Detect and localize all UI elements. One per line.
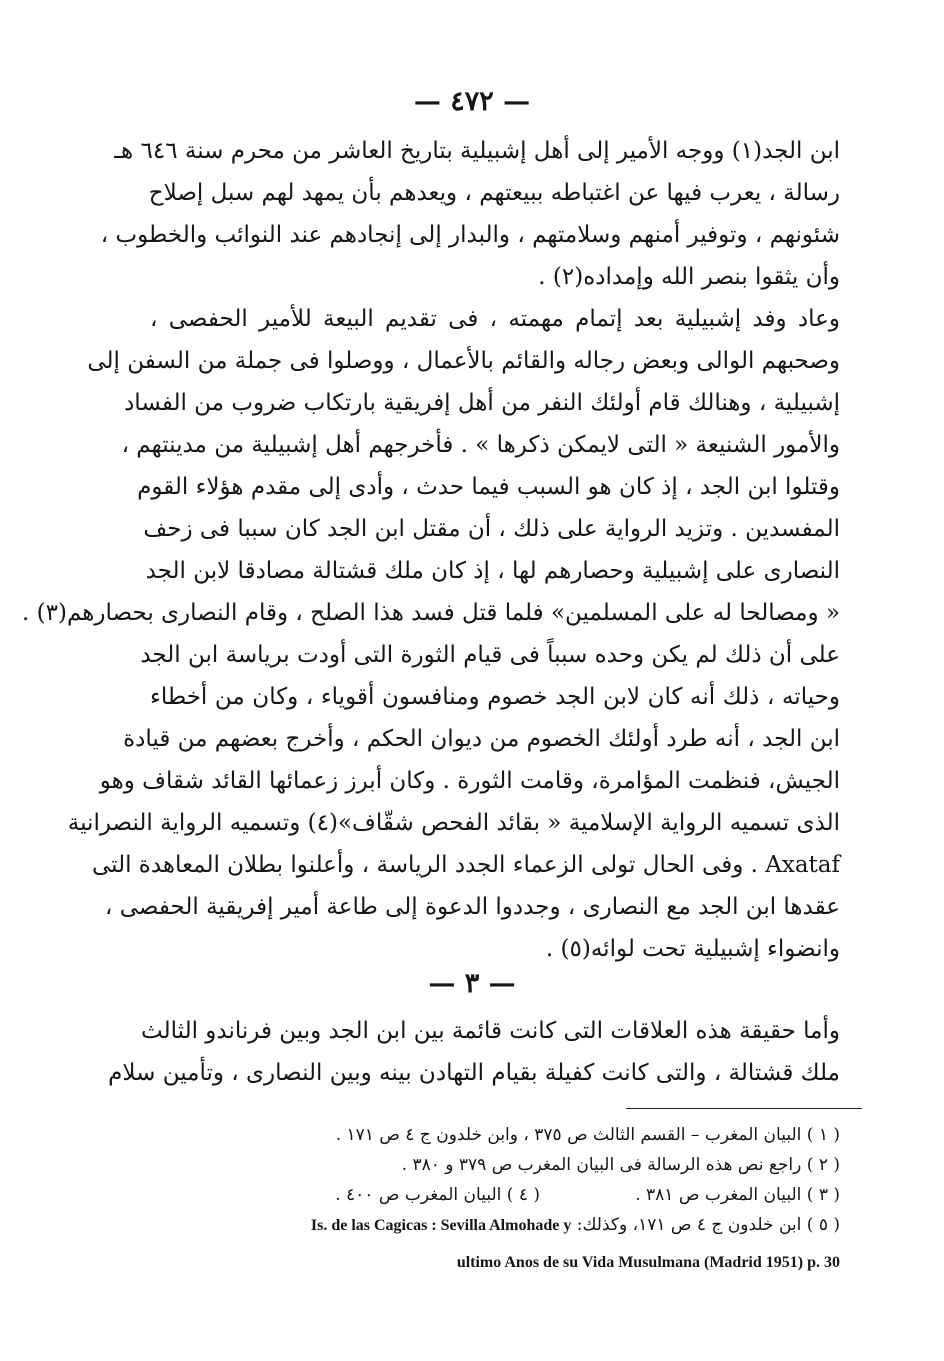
text-line: وأن يثقوا بنصر الله وإمداده(٢) .: [538, 264, 840, 290]
text-line: وانضواء إشبيلية تحت لوائه(٥) .: [545, 936, 840, 962]
section-number: — ٣ —: [428, 968, 516, 999]
paragraph-2: [22, 298, 840, 634]
footnote-divider: [626, 1108, 862, 1109]
text-line: الجيش، فنظمت المؤامرة، وقامت الثورة . وكان أبرز زعمائها القائد شقاف وهو: [99, 768, 840, 794]
footnote-4: ( ٤ ) البيان المغرب ص ٤٠٠ .: [335, 1185, 540, 1205]
paragraph-1: [100, 130, 840, 298]
text-line: وحياته ، ذلك أنه كان لابن الجد خصوم ومنافسون أقوياء ، وكان من أخطاء: [150, 684, 840, 710]
paragraph-3: [67, 634, 840, 970]
text-line: رسالة ، يعرب فيها عن اغتباطه ببيعتهم ، ويعدهم بأن يمهد لهم سبل إصلاح: [148, 180, 840, 206]
footnote-5-arabic: ( ٥ ) ابن خلدون ج ٤ ص ١٧١، وكذلك:: [576, 1215, 840, 1235]
footnote-5-continued: ultimo Anos de su Vida Musulmana (Madrid 1951) p. 30: [456, 1254, 840, 1271]
text-line: على أن ذلك لم يكن وحده سبباً فى قيام الثورة التى أودت برياسة ابن الجد: [140, 642, 840, 668]
text-line: ابن الجد(١) ووجه الأمير إلى أهل إشبيلية بتاريخ العاشر من محرم سنة ٦٤٦ هـ: [114, 138, 840, 164]
footnotes: [150, 1120, 840, 1240]
text-line: وأما حقيقة هذه العلاقات التى كانت قائمة بين ابن الجد وبين فرناندو الثالث: [141, 1018, 840, 1044]
footnote-1: ( ١ ) البيان المغرب – القسم الثالث ص ٣٧٥ ، وابن خلدون ج ٤ ص ١٧١ .: [335, 1125, 840, 1145]
text-line: وصحبهم الوالى وبعض رجاله والقائم بالأعمال ، ووصلوا فى جملة من السفن إلى: [87, 348, 840, 374]
text-line: عقدها ابن الجد مع النصارى ، وجددوا الدعوة إلى طاعة أمير إفريقية الحفصى ،: [105, 894, 840, 920]
footnote-5-latin: Is. de las Cagicas : Sevilla Almohade y: [310, 1217, 572, 1234]
footnote-row: [150, 1180, 840, 1210]
footnote-2: ( ٢ ) راجع نص هذه الرسالة فى البيان المغرب ص ٣٧٩ و ٣٨٠ .: [401, 1155, 840, 1175]
text-line: Axataf . وفى الحال تولى الزعماء الجدد الرياسة ، وأعلنوا بطلان المعاهدة التى: [91, 852, 840, 878]
text-line: الذى تسميه الرواية الإسلامية « بقائد الفحص شقّاف»(٤) وتسميه الرواية النصرانية: [67, 810, 840, 836]
page-number: — ٤٧٢ —: [413, 86, 531, 117]
section-text: [108, 1010, 840, 1094]
text-line: « ومصالحا له على المسلمين» فلما قتل فسد هذا الصلح ، وقام النصارى بحصارهم(٣) .: [22, 600, 840, 626]
text-line: المفسدين . وتزيد الرواية على ذلك ، أن مقتل ابن الجد كان سببا فى زحف: [143, 516, 840, 542]
text-line: النصارى على إشبيلية وحصارهم لها ، إذ كان ملك قشتالة مصادقا لابن الجد: [145, 558, 840, 584]
text-line: ملك قشتالة ، والتى كانت كفيلة بقيام التهادن بينه وبين النصارى ، وتأمين سلام: [108, 1060, 840, 1086]
text-line: ابن الجد ، أنه طرد أولئك الخصوم من ديوان الحكم ، وأخرج بعضهم من قيادة: [123, 726, 840, 752]
footnote-3: ( ٣ ) البيان المغرب ص ٣٨١ .: [635, 1185, 840, 1205]
text-line: وعاد وفد إشبيلية بعد إتمام مهمته ، فى تقديم البيعة للأمير الحفصى ،: [150, 306, 840, 332]
text-line: شئونهم ، وتوفير أمنهم وسلامتهم ، والبدار إلى إنجادهم عند النوائب والخطوب ،: [100, 222, 840, 248]
text-line: والأمور الشنيعة « التى لايمكن ذكرها » . فأخرجهم أهل إشبيلية من مدينتهم ،: [121, 432, 840, 458]
text-line: وقتلوا ابن الجد ، إذ كان هو السبب فيما حدث ، وأدى إلى مقدم هؤلاء القوم: [137, 474, 840, 500]
footnote-5: [150, 1210, 840, 1240]
text-line: إشبيلية ، وهنالك قام أولئك النفر من أهل إفريقية بارتكاب ضروب من الفساد: [124, 390, 840, 416]
main-text: [22, 130, 840, 970]
